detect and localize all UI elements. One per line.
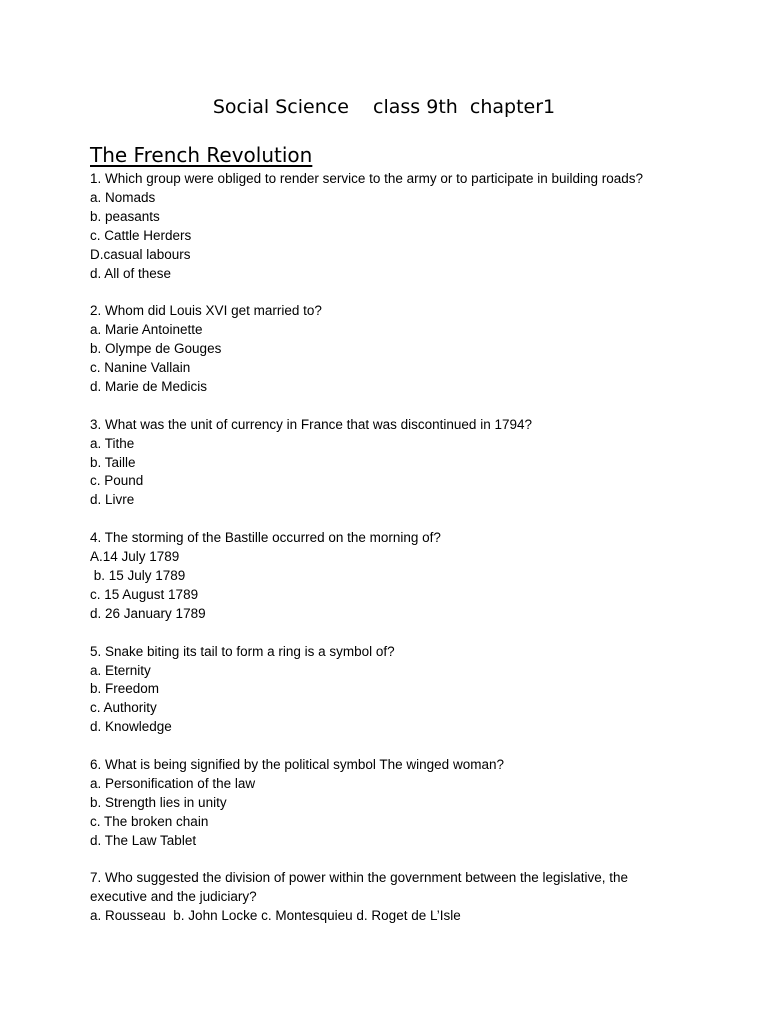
answer-option: b. peasants xyxy=(90,208,160,224)
answer-option: c. Pound xyxy=(90,473,144,489)
question-text: 7. Who suggested the division of power within the government between the legislative, the executive and the judiciary? xyxy=(90,870,629,905)
question-1 xyxy=(90,170,690,283)
answer-option: b. 15 July 1789 xyxy=(90,567,186,583)
question-5 xyxy=(90,643,690,738)
question-text: 2. Whom did Louis XVI get married to? xyxy=(90,303,322,319)
answer-option: a. Eternity xyxy=(90,662,151,678)
question-3 xyxy=(90,416,690,511)
answer-option: d. All of these xyxy=(90,265,172,281)
question-text: 5. Snake biting its tail to form a ring is a symbol of? xyxy=(90,643,395,659)
answer-option: d. Livre xyxy=(90,492,135,508)
question-4 xyxy=(90,529,690,624)
chapter-heading: The French Revolution xyxy=(90,143,313,167)
answer-option: c. The broken chain xyxy=(90,813,209,829)
question-list xyxy=(90,170,690,945)
question-6 xyxy=(90,756,690,851)
document-title: Social Science class 9th chapter1 xyxy=(212,96,556,118)
answer-option: D.casual labours xyxy=(90,246,191,262)
question-7 xyxy=(90,869,690,926)
answer-option: b. Olympe de Gouges xyxy=(90,341,222,357)
answer-option: c. Cattle Herders xyxy=(90,227,192,243)
answer-option: d. Knowledge xyxy=(90,719,172,735)
question-2 xyxy=(90,302,690,397)
question-text: 6. What is being signified by the political symbol The winged woman? xyxy=(90,757,504,773)
answer-options-inline: a. Rousseau b. John Locke c. Montesquieu d. Roget de L’Isle xyxy=(90,908,461,924)
answer-option: d. The Law Tablet xyxy=(90,832,197,848)
answer-option: c. 15 August 1789 xyxy=(90,586,199,602)
answer-option: A.14 July 1789 xyxy=(90,549,180,565)
answer-option: c. Authority xyxy=(90,700,157,716)
question-text: 4. The storming of the Bastille occurred on the morning of? xyxy=(90,530,441,546)
answer-option: d. Marie de Medicis xyxy=(90,378,208,394)
answer-option: d. 26 January 1789 xyxy=(90,605,206,621)
answer-option: a. Tithe xyxy=(90,435,135,451)
answer-option: b. Taille xyxy=(90,454,136,470)
answer-option: a. Nomads xyxy=(90,189,156,205)
question-text: 1. Which group were obliged to render service to the army or to participate in building roads? xyxy=(90,171,644,186)
answer-option: b. Freedom xyxy=(90,681,160,697)
answer-option: a. Marie Antoinette xyxy=(90,322,203,338)
question-text: 3. What was the unit of currency in France that was discontinued in 1794? xyxy=(90,416,532,432)
answer-option: b. Strength lies in unity xyxy=(90,794,227,810)
answer-option: c. Nanine Vallain xyxy=(90,360,191,376)
answer-option: a. Personification of the law xyxy=(90,775,256,791)
